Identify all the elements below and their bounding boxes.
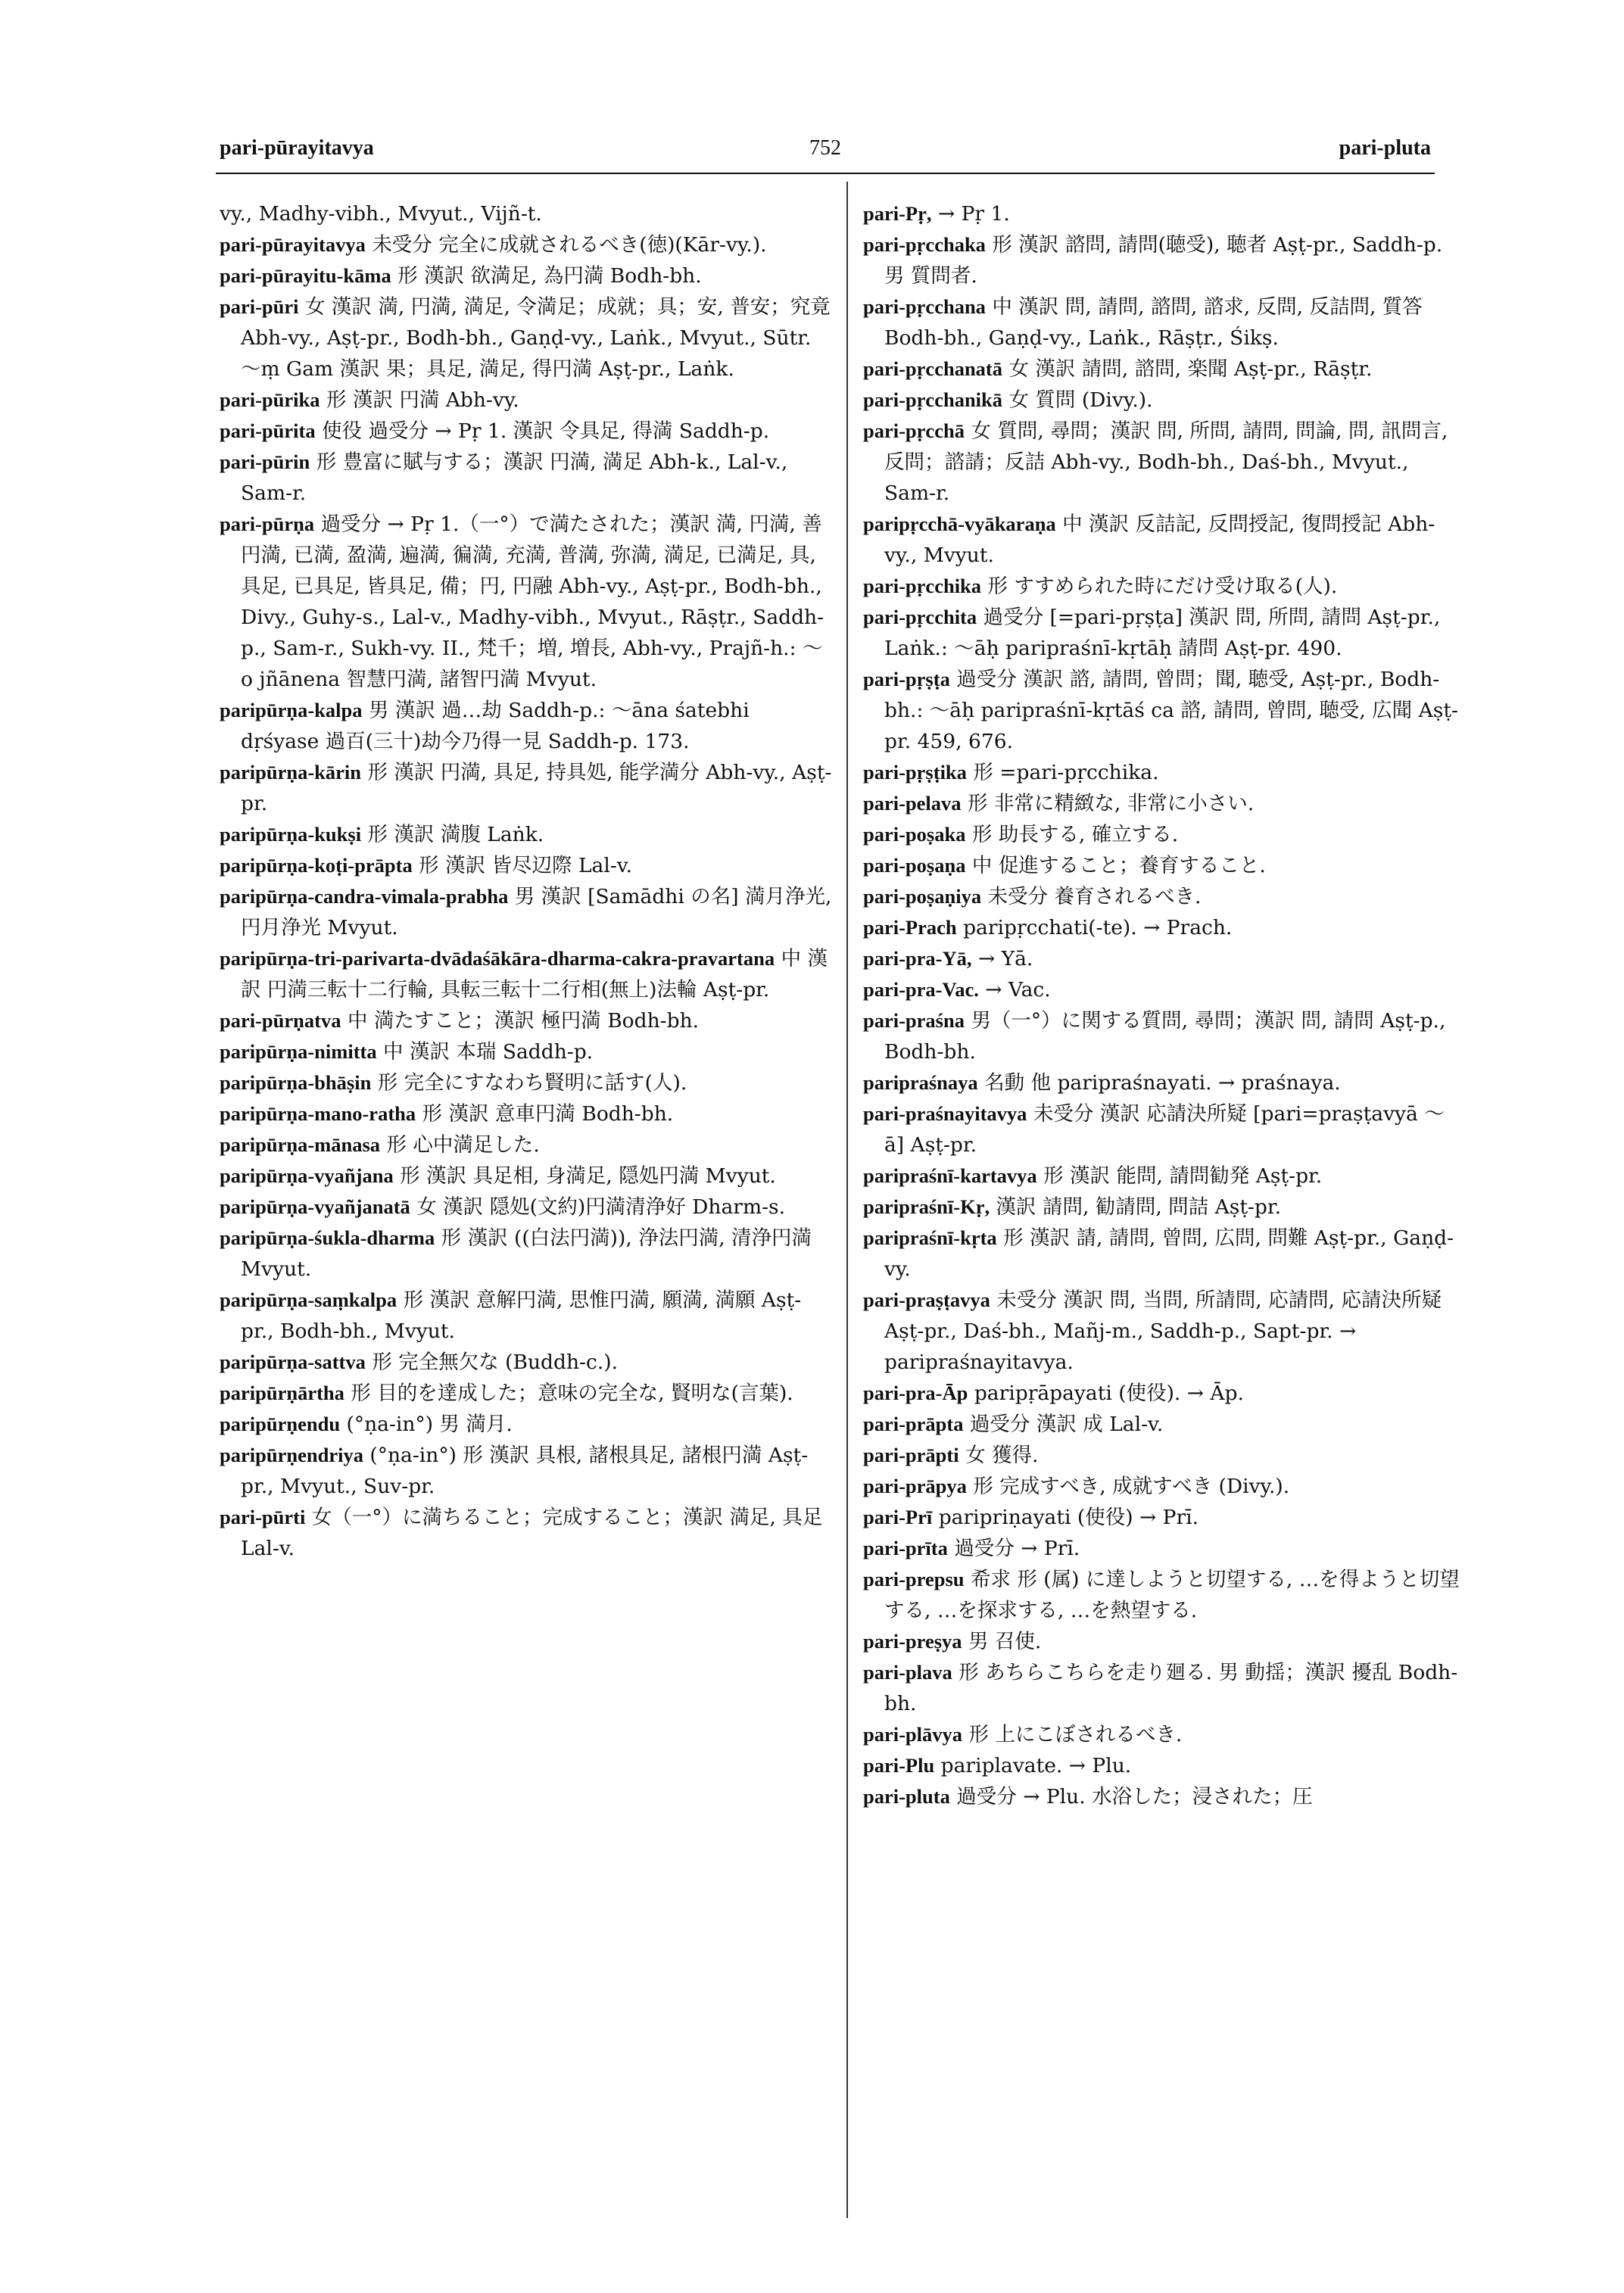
entry-definition: 形 漢訳 諮問, 請問(聴受), 聴者 Aṣṭ-pr., Saddh-p. 男 質問者. bbox=[884, 233, 1443, 288]
entry-definition: 形 助長する, 確立する. bbox=[971, 823, 1179, 846]
dictionary-entry bbox=[863, 974, 1461, 1005]
dictionary-entry bbox=[220, 850, 833, 881]
entry-definition: 形 漢訳 ((白法円満)), 浄法円満, 清浄円満 Mvyut. bbox=[241, 1226, 812, 1281]
dictionary-entry bbox=[863, 788, 1461, 819]
entry-headword: pari-prāpta bbox=[863, 1413, 964, 1435]
entry-definition: 中 漢訳 本瑞 Saddh-p. bbox=[383, 1040, 594, 1064]
entry-definition: 形 漢訳 皆尽辺際 Lal-v. bbox=[419, 854, 633, 877]
dictionary-entry bbox=[863, 881, 1461, 912]
entry-headword: paripraśnī-kartavya bbox=[863, 1164, 1037, 1187]
entry-headword: pari-pra-Yā, bbox=[863, 947, 972, 970]
entry-headword: pari-pūrita bbox=[220, 419, 316, 442]
entry-headword: pari-pṛcchita bbox=[863, 606, 977, 628]
entry-definition: 女 漢訳 隠処(文約)円満清浄好 Dharm-s. bbox=[416, 1195, 786, 1219]
entry-headword: pari-prāpti bbox=[863, 1444, 959, 1466]
entry-headword: pari-plava bbox=[863, 1661, 952, 1684]
dictionary-entry bbox=[220, 229, 833, 260]
dictionary-entry bbox=[220, 757, 833, 819]
dictionary-entry bbox=[863, 912, 1461, 943]
dictionary-entry bbox=[863, 291, 1461, 354]
entry-definition: (°ṇa-in°) 男 満月. bbox=[346, 1413, 513, 1436]
entry-headword: pari-pra-Āp bbox=[863, 1382, 968, 1404]
entry-headword: pari-Plu bbox=[863, 1754, 935, 1777]
dictionary-entry bbox=[220, 509, 833, 695]
entry-headword: paripūrṇa-vyañjanatā bbox=[220, 1195, 410, 1218]
entry-definition: 形 完全にすなわち賢明に話す(人). bbox=[377, 1071, 687, 1095]
dictionary-entry bbox=[863, 1161, 1461, 1192]
dictionary-entry bbox=[863, 229, 1461, 291]
entry-headword: pari-Prī bbox=[863, 1506, 933, 1528]
dictionary-entry bbox=[863, 1192, 1461, 1223]
dictionary-entry bbox=[863, 1067, 1461, 1098]
entry-headword: pari-prāpya bbox=[863, 1475, 967, 1497]
entry-definition: 形 漢訳 意車円満 Bodh-bh. bbox=[422, 1102, 674, 1126]
entry-definition: 過受分 → Prī. bbox=[954, 1537, 1080, 1560]
entry-definition: 中 漢訳 円満三転十二行輪, 具転三転十二行相(無上)法輪 Aṣṭ-pr. bbox=[241, 947, 828, 1002]
entry-headword: pari-pūrayitavya bbox=[220, 233, 366, 256]
entry-headword: paripūrṇa-mānasa bbox=[220, 1133, 381, 1156]
dictionary-entry bbox=[863, 198, 1461, 229]
dictionary-entry bbox=[220, 1161, 833, 1192]
entry-headword: pari-pūrṇa bbox=[220, 512, 315, 535]
dictionary-entry bbox=[863, 1781, 1461, 1812]
entry-headword: pari-pṛcchanatā bbox=[863, 357, 1003, 380]
entry-definition: 未受分 完全に成就されるべき(徳)(Kār-vy.). bbox=[372, 233, 767, 257]
header-rule bbox=[216, 173, 1435, 174]
running-head-right: pari-pluta bbox=[1339, 136, 1431, 160]
entry-definition: 希求 形 (属) に達しようと切望する, …を得ようと切望する, …を探求する, …を熱望する. bbox=[884, 1568, 1460, 1622]
dictionary-entry bbox=[220, 260, 833, 291]
entry-headword: paripūrṇa-sattva bbox=[220, 1351, 366, 1373]
dictionary-entry bbox=[863, 1533, 1461, 1564]
entry-definition: 使役 過受分 → Pṛ 1. 漢訳 令具足, 得満 Saddh-p. bbox=[322, 419, 770, 443]
dictionary-entry bbox=[863, 602, 1461, 664]
entry-definition: 未受分 漢訳 応請決所疑 [pari=praṣṭavyā ～ā] Aṣṭ-pr. bbox=[884, 1102, 1445, 1157]
entry-definition: 女 質問 (Divy.). bbox=[1008, 388, 1153, 412]
entry-definition: 漢訳 請問, 勧請問, 問詰 Aṣṭ-pr. bbox=[996, 1195, 1282, 1219]
dictionary-entry bbox=[863, 757, 1461, 788]
entry-headword: pari-praśnayitavya bbox=[863, 1102, 1027, 1125]
entry-headword: paripūrṇa-koṭi-prāpta bbox=[220, 854, 413, 877]
dictionary-entry bbox=[863, 1409, 1461, 1440]
entry-headword: paripūrṇa-kukṣi bbox=[220, 823, 362, 846]
entry-definition: → Vac. bbox=[985, 978, 1051, 1002]
dictionary-entry bbox=[220, 1005, 833, 1036]
entry-definition: 形 漢訳 能問, 請問勧発 Aṣṭ-pr. bbox=[1043, 1164, 1323, 1188]
entry-definition: 形 上にこぼされるべき. bbox=[968, 1723, 1183, 1746]
dictionary-entry bbox=[220, 1098, 833, 1129]
entry-definition: paripṛcchati(-te). → Prach. bbox=[963, 916, 1233, 939]
dictionary-entry bbox=[220, 416, 833, 447]
dictionary-entry bbox=[863, 1471, 1461, 1502]
entry-definition: vy., Madhy-vibh., Mvyut., Vijñ-t. bbox=[220, 202, 542, 226]
entry-definition: 過受分 → Pṛ 1.（一°）で満たされた；漢訳 満, 円満, 善円満, 已満, 盈満, 遍満, 徧満, 充満, 普満, 弥満, 満足, 已満足, 具, 具足, 已具足, 皆具足, 備；円, 円融 Abh-vy., Aṣṭ-pr., Bodh-bh., Divy., Guhy-s., Lal-v., Madhy-vibh., Mvyut., Rāṣṭr., Saddh-p., Sam-r., Sukh-vy. II., 梵千；増, 増長, Abh-vy., Prajñ-h.: ～o jñānena 智慧円満, 諸智円満 Mvyut. bbox=[241, 512, 824, 691]
dictionary-entry bbox=[220, 1347, 833, 1378]
entry-headword: pari-plāvya bbox=[863, 1723, 963, 1746]
entry-definition: 名動 他 paripraśnayati. → praśnaya. bbox=[984, 1071, 1341, 1095]
dictionary-entry bbox=[863, 819, 1461, 850]
entry-headword: pari-pṛcchā bbox=[863, 419, 965, 442]
entry-headword: paripūrṇa-kārin bbox=[220, 761, 362, 784]
dictionary-entry bbox=[220, 1036, 833, 1067]
entry-headword: pari-prīta bbox=[863, 1537, 948, 1559]
dictionary-entry bbox=[863, 1223, 1461, 1285]
entry-headword: pari-praśna bbox=[863, 1009, 965, 1032]
dictionary-entry bbox=[220, 695, 833, 757]
entry-headword: pari-pṛcchika bbox=[863, 575, 982, 597]
entry-headword: pari-pluta bbox=[863, 1785, 950, 1808]
dictionary-entry bbox=[863, 1564, 1461, 1626]
dictionary-entry bbox=[220, 1285, 833, 1347]
entry-headword: pari-pṛṣṭika bbox=[863, 761, 967, 784]
dictionary-entry bbox=[220, 1223, 833, 1285]
dictionary-entry bbox=[863, 509, 1461, 571]
dictionary-entry bbox=[220, 1378, 833, 1409]
entry-headword: pari-pṛṣṭa bbox=[863, 668, 950, 690]
entry-definition: pariplavate. → Plu. bbox=[940, 1754, 1132, 1777]
entry-definition: 形 豊富に賦与する；漢訳 円満, 満足 Abh-k., Lal-v., Sam-r. bbox=[241, 450, 788, 505]
entry-definition: 形 漢訳 欲満足, 為円満 Bodh-bh. bbox=[397, 264, 702, 288]
entry-definition: 形 漢訳 具足相, 身満足, 隠処円満 Mvyut. bbox=[400, 1164, 776, 1188]
dictionary-entry bbox=[220, 1502, 833, 1564]
entry-headword: pari-pṛcchana bbox=[863, 295, 986, 318]
entry-definition: 男 漢訳 [Samādhi の名] 満月浄光, 円月浄光 Mvyut. bbox=[241, 885, 832, 939]
entry-definition: 形 あちらこちらを走り廻る. 男 動揺；漢訳 擾乱 Bodh-bh. bbox=[884, 1661, 1458, 1715]
entry-headword: paripūrṇendriya bbox=[220, 1444, 363, 1466]
dictionary-entry bbox=[863, 943, 1461, 974]
entry-definition: 男（一°）に関する質問, 尋問；漢訳 問, 請問 Aṣṭ-p., Bodh-bh. bbox=[884, 1009, 1446, 1064]
entry-definition: 未受分 養育されるべき. bbox=[987, 885, 1202, 908]
entry-definition: 形 すすめられた時にだけ受け取る(人). bbox=[987, 575, 1338, 598]
dictionary-entry bbox=[863, 1719, 1461, 1750]
dictionary-entry bbox=[863, 1098, 1461, 1161]
entry-definition: 過受分 [=pari-pṛṣṭa] 漢訳 問, 所問, 請問 Aṣṭ-pr., Laṅk.: ～āḥ paripraśnī-kṛtāḥ 請問 Aṣṭ-pr. 490. bbox=[884, 606, 1441, 660]
entry-definition: 形 =pari-pṛcchika. bbox=[973, 761, 1159, 784]
entry-definition: (°ṇa-in°) 形 漢訳 具根, 諸根具足, 諸根円満 Aṣṭ-pr., Mvyut., Suv-pr. bbox=[241, 1444, 809, 1498]
dictionary-entry bbox=[863, 1626, 1461, 1657]
entry-headword: pari-poṣaka bbox=[863, 823, 966, 846]
running-head-left: pari-pūrayitavya bbox=[220, 136, 374, 160]
entry-definition: 未受分 漢訳 問, 当問, 所請問, 応請問, 応請決所疑 Aṣṭ-pr., Daś-bh., Mañj-m., Saddh-p., Sapt-pr. → paripraśnayitavya. bbox=[884, 1288, 1442, 1374]
dictionary-entry bbox=[863, 385, 1461, 416]
entry-headword: paripraśnī-kṛta bbox=[863, 1226, 997, 1249]
entry-definition: 中 漢訳 問, 請問, 諮問, 諮求, 反問, 反詰問, 質答 Bodh-bh., Gaṇḍ-vy., Laṅk., Rāṣṭr., Śikṣ. bbox=[884, 295, 1423, 350]
entry-definition: 形 漢訳 意解円満, 思惟円満, 願満, 満願 Aṣṭ-pr., Bodh-bh., Mvyut. bbox=[241, 1288, 802, 1343]
entry-definition: 形 漢訳 満腹 Laṅk. bbox=[367, 823, 544, 846]
left-column bbox=[220, 198, 833, 1564]
dictionary-entry bbox=[220, 819, 833, 850]
entry-definition: 形 完全無欠な (Buddh-c.). bbox=[372, 1351, 619, 1374]
entry-headword: paripūrṇārtha bbox=[220, 1382, 344, 1404]
entry-headword: paripūrṇa-kalpa bbox=[220, 699, 363, 721]
entry-definition: 女 獲得. bbox=[965, 1444, 1039, 1467]
entry-definition: → Pṛ 1. bbox=[937, 202, 1010, 226]
entry-headword: pari-pūrin bbox=[220, 450, 310, 473]
entry-definition: 女 漢訳 満, 円満, 満足, 令満足；成就；具；安, 普安；究竟 Abh-vy., Aṣṭ-pr., Bodh-bh., Gaṇḍ-vy., Laṅk., Mvyut., Sūtr. ～ṃ Gam 漢訳 果；具足, 満足, 得円満 Aṣṭ-pr., Laṅk. bbox=[241, 295, 831, 381]
page-header bbox=[220, 136, 1431, 174]
entry-headword: pari-prepsu bbox=[863, 1568, 965, 1590]
dictionary-entry bbox=[863, 1502, 1461, 1533]
entry-definition: 形 目的を達成した；意味の完全な, 賢明な(言葉). bbox=[351, 1382, 793, 1405]
dictionary-entry bbox=[863, 354, 1461, 385]
entry-headword: pari-poṣaṇiya bbox=[863, 885, 982, 908]
entry-headword: paripūrṇa-candra-vimala-prabha bbox=[220, 885, 509, 908]
entry-definition: 形 非常に精緻な, 非常に小さい. bbox=[968, 792, 1255, 815]
dictionary-entry bbox=[863, 1440, 1461, 1471]
entry-definition: 過受分 漢訳 諮, 請問, 曾問；聞, 聴受, Aṣṭ-pr., Bodh-bh.: ～āḥ paripraśnī-kṛtāś ca 諮, 請問, 曾問, 聴受, 広聞 Aṣṭ-pr. 459, 676. bbox=[884, 668, 1458, 753]
right-column bbox=[863, 198, 1461, 1812]
dictionary-entry bbox=[863, 850, 1461, 881]
entry-headword: pari-praṣṭavya bbox=[863, 1288, 990, 1311]
entry-headword: paripraśnaya bbox=[863, 1071, 978, 1094]
entry-definition: 中 満たすこと；漢訳 極円満 Bodh-bh. bbox=[347, 1009, 700, 1033]
entry-headword: paripūrṇa-nimitta bbox=[220, 1040, 377, 1063]
entry-definition: 中 促進すること；養育すること. bbox=[971, 854, 1266, 877]
dictionary-entry bbox=[220, 291, 833, 385]
dictionary-entry bbox=[220, 1440, 833, 1502]
dictionary-entry bbox=[863, 571, 1461, 602]
entry-headword: paripūrṇa-bhāṣin bbox=[220, 1071, 372, 1094]
entry-headword: pari-pūri bbox=[220, 295, 299, 318]
dictionary-entry bbox=[220, 447, 833, 509]
dictionary-entry bbox=[220, 1192, 833, 1223]
dictionary-entry bbox=[863, 1378, 1461, 1409]
entry-headword: paripūrṇa-mano-ratha bbox=[220, 1102, 416, 1125]
dictionary-entry bbox=[863, 1657, 1461, 1719]
entry-definition: → Yā. bbox=[977, 947, 1033, 970]
page-number: 752 bbox=[809, 136, 841, 160]
entry-headword: pari-pra-Vac. bbox=[863, 978, 979, 1001]
dictionary-entry bbox=[863, 416, 1461, 509]
dictionary-entry bbox=[863, 664, 1461, 757]
entry-headword: paripūrṇendu bbox=[220, 1413, 341, 1435]
entry-definition: 中 漢訳 反詰記, 反問授記, 復問授記 Abh-vy., Mvyut. bbox=[884, 512, 1435, 567]
dictionary-entry bbox=[220, 385, 833, 416]
column-divider bbox=[846, 182, 848, 2218]
entry-headword: paripūrṇa-śukla-dharma bbox=[220, 1226, 435, 1249]
dictionary-entry bbox=[863, 1285, 1461, 1378]
entry-definition: 男 召使. bbox=[968, 1630, 1042, 1653]
entry-definition: 形 完成すべき, 成就すべき (Divy.). bbox=[973, 1475, 1290, 1498]
entry-definition: 形 漢訳 円満, 具足, 持具処, 能学満分 Abh-vy., Aṣṭ-pr. bbox=[241, 761, 832, 815]
entry-headword: pari-pṛcchaka bbox=[863, 233, 986, 256]
dictionary-entry bbox=[863, 1750, 1461, 1781]
entry-definition: 形 心中満足した. bbox=[386, 1133, 540, 1157]
dictionary-entry bbox=[220, 881, 833, 943]
entry-headword: paripūrṇa-saṃkalpa bbox=[220, 1288, 397, 1311]
entry-headword: paripūrṇa-vyañjana bbox=[220, 1164, 394, 1187]
entry-headword: paripṛcchā-vyākaraṇa bbox=[863, 512, 1056, 535]
entry-headword: pari-Pṛ, bbox=[863, 202, 932, 225]
entry-definition: 女（一°）に満ちること；完成すること；漢訳 満足, 具足 Lal-v. bbox=[241, 1506, 823, 1560]
entry-headword: pari-pūrika bbox=[220, 388, 320, 411]
entry-headword: pari-pūrti bbox=[220, 1506, 306, 1528]
dictionary-entry bbox=[220, 198, 833, 229]
entry-headword: pari-preṣya bbox=[863, 1630, 962, 1653]
dictionary-entry bbox=[220, 1067, 833, 1098]
entry-definition: 形 漢訳 請, 請問, 曾問, 広問, 問難 Aṣṭ-pr., Gaṇḍ-vy. bbox=[884, 1226, 1454, 1281]
entry-headword: pari-pelava bbox=[863, 792, 962, 815]
entry-definition: 形 漢訳 円満 Abh-vy. bbox=[326, 388, 519, 412]
entry-headword: pari-pūrṇatva bbox=[220, 1009, 341, 1032]
entry-headword: pari-Prach bbox=[863, 916, 957, 939]
dictionary-entry bbox=[220, 943, 833, 1005]
entry-headword: paripraśnī-Kṛ, bbox=[863, 1195, 990, 1218]
entry-definition: 女 漢訳 請問, 諮問, 楽聞 Aṣṭ-pr., Rāṣṭr. bbox=[1008, 357, 1373, 381]
entry-headword: pari-poṣaṇa bbox=[863, 854, 966, 877]
dictionary-entry bbox=[220, 1409, 833, 1440]
entry-definition: 過受分 漢訳 成 Lal-v. bbox=[969, 1413, 1164, 1436]
entry-definition: paripṛāpayati (使役). → Āp. bbox=[974, 1382, 1244, 1405]
entry-definition: 男 漢訳 過…劫 Saddh-p.: ～āna śatebhi dṛśyase 過百(三十)劫今乃得一見 Saddh-p. 173. bbox=[241, 699, 750, 753]
entry-definition: 過受分 → Plu. 水浴した；浸された；圧 bbox=[956, 1785, 1313, 1809]
entry-headword: pari-pūrayitu-kāma bbox=[220, 264, 391, 287]
entry-headword: paripūrṇa-tri-parivarta-dvādaśākāra-dharma-cakra-pravartana bbox=[220, 947, 775, 970]
dictionary-entry bbox=[220, 1129, 833, 1161]
entry-definition: paripriṇayati (使役) → Prī. bbox=[938, 1506, 1199, 1529]
entry-headword: pari-pṛcchanikā bbox=[863, 388, 1003, 411]
dictionary-entry bbox=[863, 1005, 1461, 1067]
entry-definition: 女 質問, 尋問；漢訳 問, 所問, 請問, 問論, 問, 訊問言, 反問；諮請；反詰 Abh-vy., Bodh-bh., Daś-bh., Mvyut., Sam-r. bbox=[884, 419, 1448, 505]
